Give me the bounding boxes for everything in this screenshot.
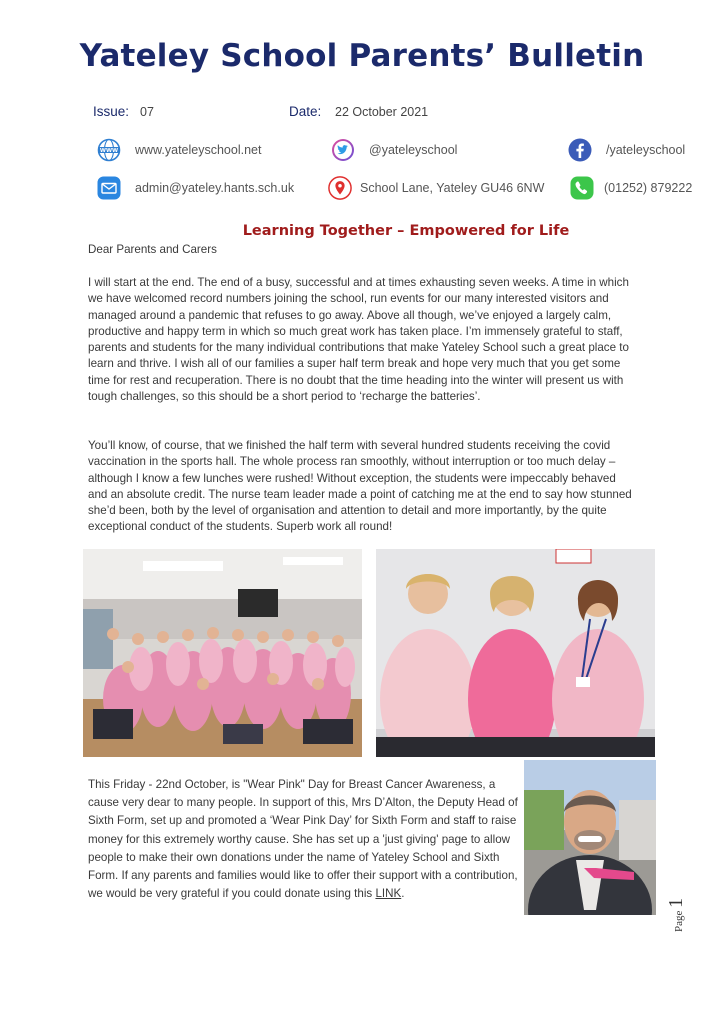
phone-contact[interactable] (570, 176, 692, 200)
phone-icon (570, 176, 594, 200)
email-contact[interactable] (97, 176, 294, 200)
phone-text: (01252) 879222 (604, 181, 693, 195)
website-text: www.yateleyschool.net (135, 143, 262, 157)
paragraph-intro: I will start at the end. The end of a busy, successful and at times exhausting seven weeks. A time in which we have welcomed record numbers joining the school, run events for our many interested visitors and managed around a pandemic that refuses to go away. Above all though, we’ve enjoyed a largely calm, productive and happy term in which so much great work has taken place. I’m immensely grateful to staff, parents and students for the many individual contributions that make Yateley School such a great place to learn and thrive. I wish all of our families a super half term break and hope very much that you get some time for rest and recuperation. There is no doubt that the time heading into the winter will present us with tough challenges, so this should be a short period to ‘recharge the batteries’. (88, 276, 629, 404)
facebook-text: /yateleyschool (606, 143, 686, 157)
twitter-contact[interactable] (331, 138, 457, 162)
motto-heading: Learning Together – Empowered for Life (242, 223, 570, 239)
email-text: admin@yateley.hants.sch.uk (135, 181, 295, 195)
twitter-icon (331, 138, 355, 162)
page-number (665, 898, 688, 932)
paragraph-vaccination: You’ll know, of course, that we finished the half term with several hundred students receiving the covid vaccination in the sports hall. The whole process ran smoothly, without interruption or too much delay – although I know a few lunches were rushed! Without exception, the students were impeccably behaved and an absolute credit. The nurse team leader made a point of catching me at the end to say how stunned she’d been, both by the level of organisation and attention to detail and more importantly, by the quite exceptional conduct of the students. Superb work all round! (88, 439, 632, 534)
students-group-photo (83, 549, 362, 757)
location-pin-icon (328, 176, 352, 200)
twitter-text: @yateleyschool (369, 143, 458, 157)
wear-pink-paragraph (88, 776, 518, 903)
facebook-contact[interactable] (568, 138, 685, 162)
wear-pink-end: . (401, 887, 405, 901)
donation-link[interactable]: LINK (375, 887, 402, 901)
issue-label: Issue: (93, 104, 130, 119)
staff-pink-photo (376, 549, 655, 757)
staff-member-portrait (524, 760, 656, 915)
website-contact[interactable] (97, 138, 261, 162)
globe-icon (97, 138, 121, 162)
page-number-value: 1 (665, 897, 687, 908)
facebook-icon (568, 138, 592, 162)
issue-value: 07 (140, 105, 154, 119)
mail-icon (97, 176, 121, 200)
page-label: Page (673, 910, 685, 932)
address-contact[interactable] (328, 176, 544, 200)
wear-pink-text: This Friday - 22nd October, is "Wear Pink" Day for Breast Cancer Awareness, a cause very dear to many people. In support of this, Mrs D’Alton, the Deputy Head of Sixth Form, set up and promoted a ‘Wear Pink Day’ for Sixth Form and staff to raise money for this extremely worthy cause. She has set up a 'just giving' page to allow people to make their own donations under the name of Yateley School and Sixth Form. If any parents and families would like to offer their support with a contribution, we would be very grateful if you could donate using this (88, 778, 518, 901)
salutation: Dear Parents and Carers (88, 243, 217, 256)
date-label: Date: (289, 104, 322, 119)
date-value: 22 October 2021 (335, 105, 429, 119)
bulletin-title: Yateley School Parents’ Bulletin (79, 38, 645, 74)
address-text: School Lane, Yateley GU46 6NW (360, 181, 545, 195)
svg-text:WWW: WWW (99, 148, 119, 154)
